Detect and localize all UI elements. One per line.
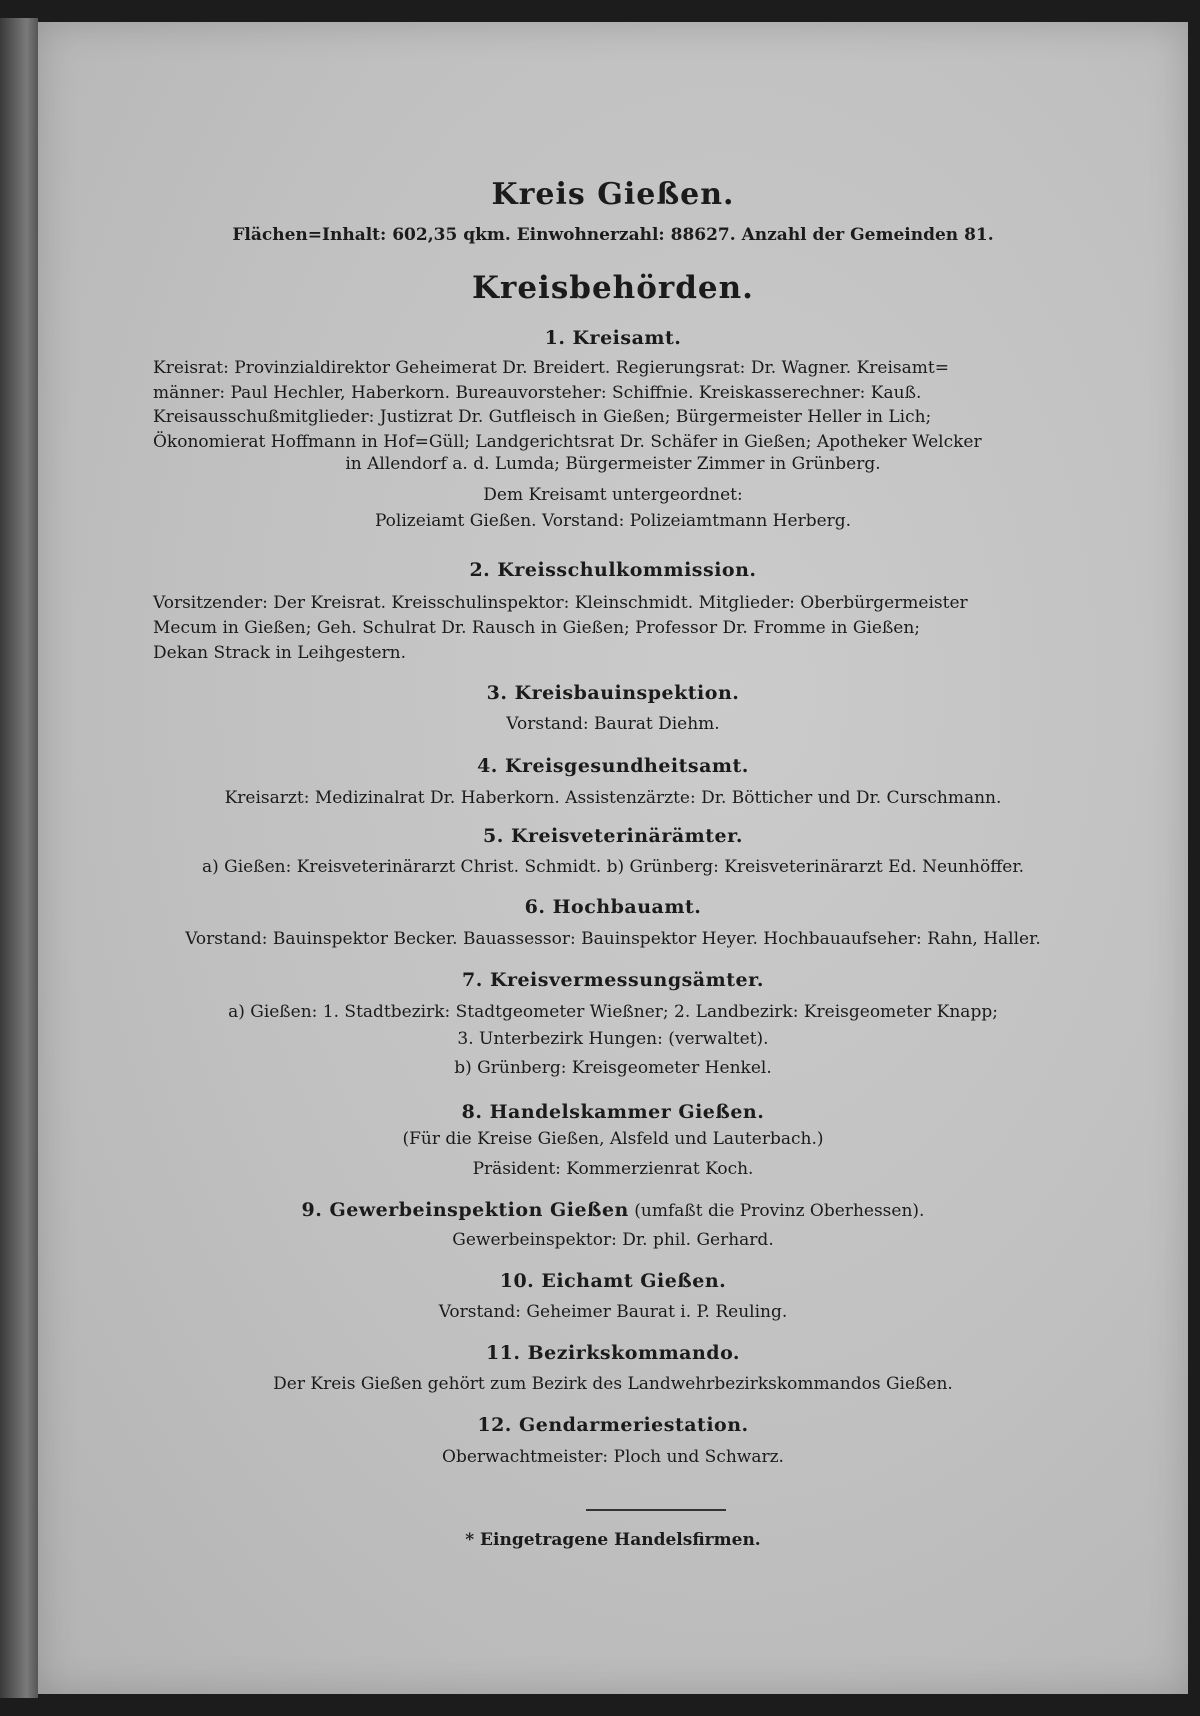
text-line: a) Gießen: 1. Stadtbezirk: Stadtgeometer Wießner; 2. Landbezirk: Kreisgeometer Knapp;: [228, 1002, 998, 1022]
heading-kreisvermessungsaemter: 7. Kreisvermessungsämter.: [462, 969, 764, 991]
footnote: * Eingetragene Handelsfirmen.: [465, 1530, 761, 1550]
text-line: Dekan Strack in Leihgestern.: [153, 643, 407, 663]
text-line: Vorstand: Geheimer Baurat i. P. Reuling.: [438, 1302, 788, 1322]
text-line: Vorstand: Baurat Diehm.: [506, 714, 720, 734]
kreisschulkommission-paragraph: [153, 591, 1113, 640]
heading-bold: 9. Gewerbeinspektion Gießen: [301, 1199, 629, 1221]
heading-gewerbeinspektion: [113, 1199, 1113, 1221]
text-line: b) Grünberg: Kreisgeometer Henkel.: [454, 1058, 772, 1078]
section-title: Kreisbehörden.: [472, 270, 754, 306]
text-line: männer: Paul Hechler, Haberkorn. Bureauvorsteher: Schiffnie. Kreiskasserechner: Kauß.: [153, 382, 922, 403]
heading-kreisschulkommission: 2. Kreisschulkommission.: [469, 559, 757, 581]
text-line: 3. Unterbezirk Hungen: (verwaltet).: [457, 1029, 769, 1049]
text-line: Vorstand: Bauinspektor Becker. Bauassessor: Bauinspektor Heyer. Hochbauaufseher: Rahn, Haller.: [185, 929, 1041, 949]
heading-bezirkskommando: 11. Bezirkskommando.: [485, 1342, 741, 1364]
text-line: (Für die Kreise Gießen, Alsfeld und Lauterbach.): [402, 1129, 824, 1149]
text-line: Kreisarzt: Medizinalrat Dr. Haberkorn. Assistenzärzte: Dr. Bötticher und Dr. Curschmann.: [224, 788, 1002, 808]
text-line: in Allendorf a. d. Lumda; Bürgermeister Zimmer in Grünberg.: [345, 454, 881, 474]
text-line: a) Gießen: Kreisveterinärarzt Christ. Schmidt. b) Grünberg: Kreisveterinärarzt Ed. Neunhöffer.: [201, 857, 1024, 877]
text-line: Mecum in Gießen; Geh. Schulrat Dr. Rausch in Gießen; Professor Dr. Fromme in Gießen;: [153, 617, 921, 638]
text-line: Kreisausschußmitglieder: Justizrat Dr. Gutfleisch in Gießen; Bürgermeister Heller in Lich;: [153, 407, 932, 427]
book-spine-edge: [0, 18, 38, 1698]
heading-gendarmeriestation: 12. Gendarmeriestation.: [477, 1414, 749, 1436]
heading-eichamt: 10. Eichamt Gießen.: [499, 1270, 727, 1292]
heading-note: (umfaßt die Provinz Oberhessen).: [628, 1201, 925, 1221]
text-line: Dem Kreisamt untergeordnet:: [483, 485, 743, 505]
kreisamt-paragraph: [153, 356, 1113, 454]
text-line: Der Kreis Gießen gehört zum Bezirk des Landwehrbezirkskommandos Gießen.: [273, 1374, 953, 1394]
text-line: Oberwachtmeister: Ploch und Schwarz.: [442, 1447, 784, 1467]
text-line: Ökonomierat Hoffmann in Hof=Güll; Landgerichtsrat Dr. Schäfer in Gießen; Apotheker Welcker: [153, 431, 982, 452]
divider: [586, 1509, 726, 1511]
heading-hochbauamt: 6. Hochbauamt.: [524, 896, 702, 918]
heading-kreisveterinaeraemter: 5. Kreisveterinärämter.: [483, 825, 743, 847]
text-line: Polizeiamt Gießen. Vorstand: Polizeiamtmann Herberg.: [374, 511, 852, 531]
text-line: Gewerbeinspektor: Dr. phil. Gerhard.: [452, 1230, 774, 1250]
heading-handelskammer: 8. Handelskammer Gießen.: [461, 1101, 765, 1123]
heading-kreisbauinspektion: 3. Kreisbauinspektion.: [486, 682, 740, 704]
heading-kreisamt: 1. Kreisamt.: [544, 327, 682, 349]
text-line: Vorsitzender: Der Kreisrat. Kreisschulinspektor: Kleinschmidt. Mitglieder: Oberbürgermeister: [153, 593, 968, 613]
district-stats: Flächen=Inhalt: 602,35 qkm. Einwohnerzahl: 88627. Anzahl der Gemeinden 81.: [232, 225, 994, 245]
text-line: Präsident: Kommerzienrat Koch.: [472, 1159, 754, 1179]
heading-kreisgesundheitsamt: 4. Kreisgesundheitsamt.: [477, 755, 749, 777]
book-page: [38, 22, 1188, 1694]
page-title: Kreis Gießen.: [491, 177, 735, 212]
text-line: Kreisrat: Provinzialdirektor Geheimerat Dr. Breidert. Regierungsrat: Dr. Wagner. Kreisamt=: [153, 358, 949, 378]
